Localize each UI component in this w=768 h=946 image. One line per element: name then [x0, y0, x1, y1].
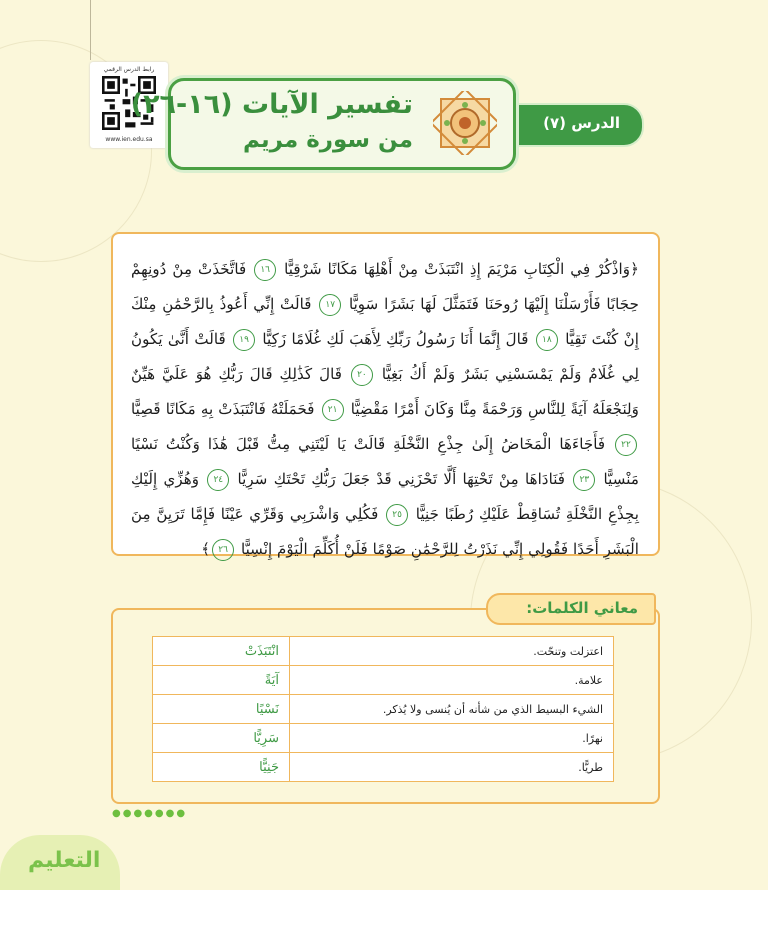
verse-23: فَأَجَاءَهَا الْمَخَاضُ إِلَىٰ جِذْعِ النَّخْلَةِ قَالَتْ يَا لَيْتَنِي مِتُّ قَبْلَ هَٰذَا وَكُنْتُ نَسْيًا مَنْسِيًّا	[131, 435, 639, 488]
verse-number-21: ٢١	[322, 399, 344, 421]
page-subtitle: من سورة مريم	[242, 127, 413, 153]
qr-url[interactable]: www.ien.edu.sa	[105, 136, 153, 143]
quran-close-bracket: ﴾	[201, 540, 211, 558]
lesson-title-box	[130, 78, 516, 170]
verse-25: وَهُزِّي إِلَيْكِ بِجِذْعِ النَّخْلَةِ تُسَاقِطْ عَلَيْكِ رُطَبًا جَنِيًّا	[131, 470, 640, 523]
verse-26: فَكُلِي وَاشْرَبِي وَقَرِّي عَيْنًا فَإِمَّا تَرَيِنَّ مِنَ الْبَشَرِ أَحَدًا فَقُولِي إِنِّي نَذَرْتُ لِلرَّحْمَٰنِ صَوْمًا فَلَنْ أُكَلِّمَ الْيَوْمَ إِنْسِيًّا	[131, 505, 639, 558]
verse-number-16: ١٦	[254, 259, 276, 281]
vocab-word: سَرِيًّا	[153, 724, 290, 753]
vocab-word: جَنِيًّا	[153, 753, 290, 782]
table-row	[153, 637, 614, 666]
verse-number-20: ٢٠	[351, 364, 373, 386]
vocab-meaning: الشيء البسيط الذي من شأنه أن يُنسى ولا يُذكر.	[290, 695, 614, 724]
verse-number-18: ١٨	[536, 329, 558, 351]
verse-21: قَالَ كَذَٰلِكِ قَالَ رَبُّكِ هُوَ عَلَيَّ هَيِّنٌ وَلِنَجْعَلَهُ آيَةً لِلنَّاسِ وَرَحْمَةً مِنَّا وَكَانَ أَمْرًا مَقْضِيًّا	[131, 365, 640, 418]
vocab-word: آيَةً	[153, 666, 290, 695]
verse-number-23: ٢٣	[573, 469, 595, 491]
verse-19: قَالَ إِنَّمَا أَنَا رَسُولُ رَبِّكِ لِأَهَبَ لَكِ غُلَامًا زَكِيًّا	[262, 330, 529, 348]
vocab-meaning: نهرًا.	[290, 724, 614, 753]
verse-number-22: ٢٢	[615, 434, 637, 456]
table-row	[153, 695, 614, 724]
verse-number-24: ٢٤	[207, 469, 229, 491]
lesson-number: الدرس (٧)	[543, 114, 620, 132]
word-meanings-header	[486, 593, 656, 625]
lesson-number-badge	[506, 103, 644, 147]
verse-number-17: ١٧	[319, 294, 341, 316]
verse-number-19: ١٩	[233, 329, 255, 351]
verse-number-26: ٢٦	[212, 539, 234, 561]
decorative-dots: ●●●●●●●	[112, 808, 188, 819]
table-row	[153, 724, 614, 753]
quran-verses-box	[111, 232, 660, 556]
vocab-meaning: علامة.	[290, 666, 614, 695]
table-row	[153, 666, 614, 695]
verse-24: فَنَادَاهَا مِنْ تَحْتِهَا أَلَّا تَحْزَنِي قَدْ جَعَلَ رَبُّكِ تَحْتَكِ سَرِيًّا	[237, 470, 566, 488]
word-meanings-table	[152, 636, 614, 782]
quran-open-bracket: ﴿	[630, 260, 640, 278]
page-title: تفسير الآيات (١٦-٢٦)	[130, 89, 413, 120]
table-row	[153, 753, 614, 782]
verse-17: فَاتَّخَذَتْ مِنْ دُونِهِمْ حِجَابًا فَأَرْسَلْنَا إِلَيْهَا رُوحَنَا فَتَمَثَّلَ لَهَا بَشَرًا سَوِيًّا	[131, 260, 639, 313]
verse-18: قَالَتْ إِنِّي أَعُوذُ بِالرَّحْمَٰنِ مِنْكَ إِنْ كُنْتَ تَقِيًّا	[131, 295, 640, 348]
blank-margin	[0, 890, 768, 946]
publisher-logo: التعليم	[28, 848, 101, 873]
margin-line	[90, 0, 91, 60]
islamic-ornament-icon	[433, 91, 497, 155]
quran-verses	[131, 252, 639, 567]
qr-title: رابط الدرس الرقمي	[103, 66, 155, 73]
verse-number-25: ٢٥	[386, 504, 408, 526]
vocab-meaning: اعتزلت وتنحّت.	[290, 637, 614, 666]
verse-16: وَاذْكُرْ فِي الْكِتَابِ مَرْيَمَ إِذِ انْتَبَذَتْ مِنْ أَهْلِهَا مَكَانًا شَرْقِيًّا	[284, 260, 631, 278]
verse-20: قَالَتْ أَنَّىٰ يَكُونُ لِي غُلَامٌ وَلَمْ يَمْسَسْنِي بَشَرٌ وَلَمْ أَكُ بَغِيًّا	[131, 330, 639, 383]
vocab-word: انْتَبَذَتْ	[153, 637, 290, 666]
vocab-word: نَسْيًا	[153, 695, 290, 724]
word-meanings-title: معاني الكلمات:	[526, 599, 638, 617]
verse-22: فَحَمَلَتْهُ فَانْتَبَذَتْ بِهِ مَكَانًا قَصِيًّا	[131, 400, 315, 418]
vocab-meaning: طريًّا.	[290, 753, 614, 782]
